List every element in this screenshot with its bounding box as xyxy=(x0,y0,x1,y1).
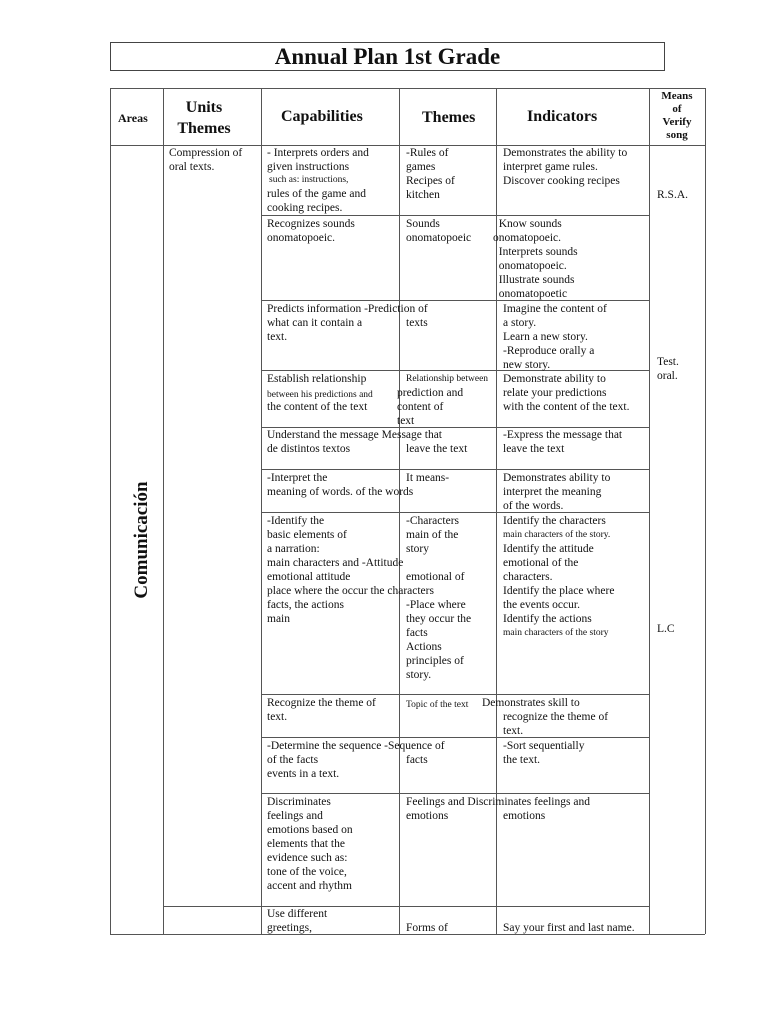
indicator-line: Identify the characters xyxy=(503,515,606,527)
indicator-cell: -Sort sequentially the text. xyxy=(503,740,585,766)
theme-cell: leave the text xyxy=(406,443,468,455)
header-units-themes: Units Themes xyxy=(177,99,231,137)
row-line xyxy=(261,793,649,794)
indicator-cell: -Express the message that leave the text xyxy=(503,429,623,455)
capability-cell: Recognizes sounds onomatopoeic. xyxy=(267,218,355,244)
capability-cell: Establish relationship xyxy=(267,373,367,385)
row-line xyxy=(163,906,649,907)
means-test-oral: Test. oral. xyxy=(657,356,679,382)
indicator-line: characters. xyxy=(503,571,553,583)
theme-cell-small: Topic of the text xyxy=(406,700,469,710)
area-label: Comunicación xyxy=(131,481,152,599)
col-line xyxy=(649,88,650,934)
indicator-line: Identify the actions xyxy=(503,613,592,625)
col-line xyxy=(705,88,706,934)
means-lc: L.C xyxy=(657,623,675,635)
header-themes: Themes xyxy=(422,109,476,126)
capability-cell-cont: the content of the text xyxy=(267,401,368,413)
indicator-cell: Demonstrates the ability to interpret game rules. Discover cooking recipes xyxy=(503,147,628,187)
indicator-line: Identify the place where xyxy=(503,585,615,597)
indicator-cell: emotions xyxy=(503,810,546,822)
table-border-top xyxy=(110,88,705,89)
means-rsa: R.S.A. xyxy=(657,189,688,201)
capability-cell: Recognize the theme of text. xyxy=(267,697,376,723)
capability-cell: -Interpret the meaning of words. of the words xyxy=(267,472,414,498)
theme-cell: -Characters main of the story emotional of -Place where they occur the facts Actions principles of story. xyxy=(406,515,472,681)
capability-cell: Use different greetings, xyxy=(267,908,328,934)
indicator-cell: recognize the theme of text. xyxy=(503,711,609,737)
capability-cell-small: such as: instructions, xyxy=(269,175,349,185)
capability-cell: Understand the message Message that de distintos textos xyxy=(267,429,443,455)
capability-cell: Discriminates feelings and emotions based on elements that the evidence such as: tone of the voice, accent and rhythm xyxy=(267,796,353,892)
theme-cell: Sounds onomatopoeic xyxy=(406,218,472,244)
theme-cell: -Rules of games Recipes of kitchen xyxy=(406,147,455,201)
theme-cell: facts xyxy=(406,754,428,766)
capability-cell-small: between his predictions and xyxy=(267,390,373,400)
row-line xyxy=(261,300,649,301)
header-means-of-verify: Means of Verify song xyxy=(661,90,693,141)
unit-cell: Compression of oral texts. xyxy=(169,147,243,173)
indicator-line: main characters of the story. xyxy=(503,530,611,540)
capability-cell-cont: rules of the game and cooking recipes. xyxy=(267,188,366,214)
indicator-cell: Say your first and last name. xyxy=(503,922,635,934)
row-line xyxy=(261,694,649,695)
theme-cell-small: Relationship between xyxy=(406,374,489,384)
theme-cell: It means- xyxy=(406,472,450,484)
indicator-line: emotional of the xyxy=(503,557,579,569)
row-line xyxy=(261,469,649,470)
header-indicators: Indicators xyxy=(527,108,598,125)
capability-cell: - Interprets orders and given instructions xyxy=(267,147,369,173)
capability-cell: -Identify the basic elements of a narration: main characters and -Attitude emotional attitude place where the occur the characters facts, the actions main xyxy=(267,515,434,625)
theme-cell: Feelings and Discriminates feelings and emotions xyxy=(406,796,590,822)
theme-cell: Demonstrates skill to xyxy=(482,697,580,709)
capability-cell: Predicts information -Prediction of what can it contain a text. xyxy=(267,303,428,343)
col-line xyxy=(110,88,111,934)
header-capabilities: Capabilities xyxy=(281,108,363,125)
indicator-line: main characters of the story xyxy=(503,628,609,638)
indicator-cell: Demonstrates ability to interpret the meaning of the words. xyxy=(503,472,611,512)
indicator-cell xyxy=(503,514,614,640)
theme-cell: texts xyxy=(406,317,428,329)
row-line xyxy=(261,215,649,216)
theme-cell: prediction and content of text xyxy=(397,387,464,427)
indicator-cell: Demonstrate ability to relate your predictions with the content of the text. xyxy=(503,373,630,413)
col-line xyxy=(163,88,164,934)
indicator-cell: Know sounds onomatopoeic. Interprets sounds onomatopoeic. Illustrate sounds onomatopoetic xyxy=(493,218,578,300)
header-areas: Areas xyxy=(118,111,148,125)
page-title: Annual Plan 1st Grade xyxy=(274,44,501,69)
indicator-line: the events occur. xyxy=(503,599,580,611)
theme-cell: Forms of xyxy=(406,922,448,934)
capability-cell: -Determine the sequence -Sequence of of the facts events in a text. xyxy=(267,740,445,780)
indicator-cell: Imagine the content of a story. Learn a new story. -Reproduce orally a new story. xyxy=(503,303,607,371)
indicator-line: Identify the attitude xyxy=(503,543,594,555)
